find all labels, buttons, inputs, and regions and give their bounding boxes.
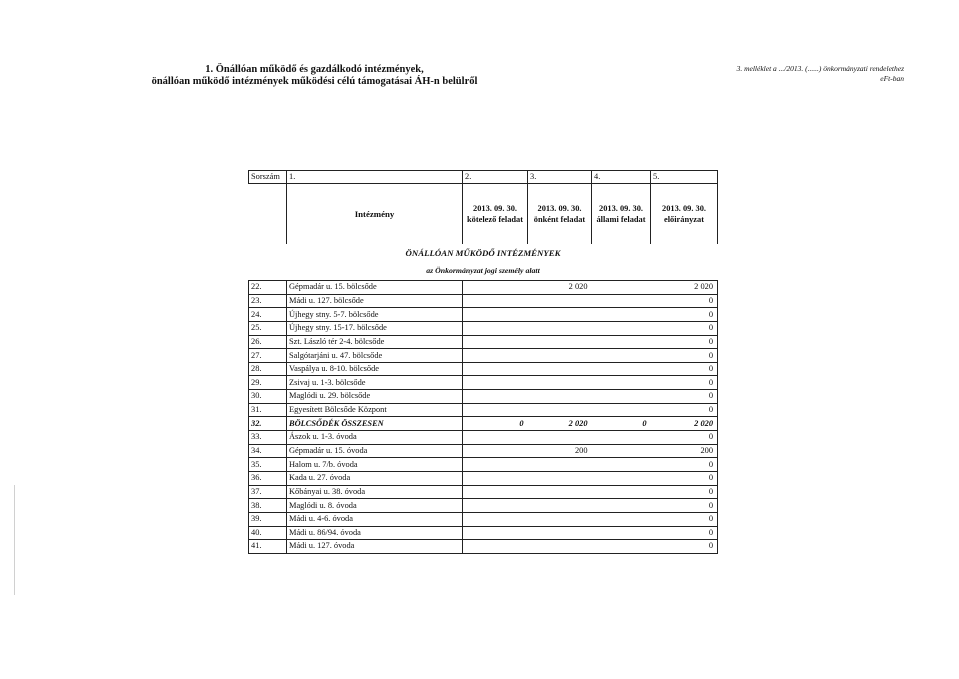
row-eloiranyzat-value: 0 — [651, 308, 718, 322]
row-onkent-value — [528, 335, 592, 349]
table-row — [249, 321, 718, 335]
row-number: 33. — [249, 431, 287, 445]
row-allami-value: 0 — [592, 417, 651, 431]
row-onkent-value — [528, 431, 592, 445]
row-kotelezo-value — [463, 321, 528, 335]
row-allami-value — [592, 458, 651, 472]
row-allami-value — [592, 499, 651, 513]
row-allami-value — [592, 281, 651, 295]
row-eloiranyzat-value: 0 — [651, 458, 718, 472]
row-number: 39. — [249, 512, 287, 526]
row-kotelezo-value — [463, 512, 528, 526]
scan-margin-line — [14, 485, 15, 595]
table-row — [249, 471, 718, 485]
budget-table — [248, 170, 718, 554]
row-institution-name: Gépmadár u. 15. bölcsőde — [287, 281, 463, 295]
row-kotelezo-value — [463, 376, 528, 390]
table-row — [249, 376, 718, 390]
header-blank — [249, 184, 287, 245]
row-number: 37. — [249, 485, 287, 499]
row-onkent-value — [528, 458, 592, 472]
title-line-1: 1. Önállóan működő és gazdálkodó intézmények, — [205, 64, 424, 75]
row-number: 30. — [249, 390, 287, 404]
row-allami-value — [592, 526, 651, 540]
row-institution-name: Halom u. 7/b. óvoda — [287, 458, 463, 472]
row-institution-name: Zsivaj u. 1-3. bölcsőde — [287, 376, 463, 390]
row-onkent-value — [528, 390, 592, 404]
row-eloiranyzat-value: 0 — [651, 540, 718, 554]
row-number: 38. — [249, 499, 287, 513]
row-onkent-value — [528, 308, 592, 322]
row-onkent-value: 2 020 — [528, 417, 592, 431]
row-kotelezo-value — [463, 390, 528, 404]
row-onkent-value — [528, 349, 592, 363]
row-allami-value — [592, 485, 651, 499]
row-number: 25. — [249, 321, 287, 335]
row-eloiranyzat-value: 0 — [651, 485, 718, 499]
row-eloiranyzat-value: 0 — [651, 471, 718, 485]
row-kotelezo-value — [463, 444, 528, 458]
row-institution-name: Gépmadár u. 15. óvoda — [287, 444, 463, 458]
row-eloiranyzat-value: 200 — [651, 444, 718, 458]
row-number: 24. — [249, 308, 287, 322]
column-number-4: 4. — [592, 171, 651, 184]
row-number: 41. — [249, 540, 287, 554]
row-eloiranyzat-value: 0 — [651, 526, 718, 540]
row-allami-value — [592, 349, 651, 363]
row-number: 34. — [249, 444, 287, 458]
column-header-row — [249, 184, 718, 245]
row-allami-value — [592, 403, 651, 417]
row-institution-name: Szt. László tér 2-4. bölcsőde — [287, 335, 463, 349]
header-kotelezo: 2013. 09. 30. kötelező feladat — [463, 184, 528, 245]
row-kotelezo-value — [463, 526, 528, 540]
row-allami-value — [592, 444, 651, 458]
row-institution-name: Újhegy stny. 15-17. bölcsőde — [287, 321, 463, 335]
column-number-row — [249, 171, 718, 184]
row-eloiranyzat-value: 0 — [651, 376, 718, 390]
table-row — [249, 281, 718, 295]
row-number: 32. — [249, 417, 287, 431]
row-allami-value — [592, 540, 651, 554]
table-row — [249, 349, 718, 363]
section-title: ÖNÁLLÓAN MŰKÖDŐ INTÉZMÉNYEK — [405, 248, 561, 258]
header-allami: 2013. 09. 30. állami feladat — [592, 184, 651, 245]
header-eloiranyzat: 2013. 09. 30. előirányzat — [651, 184, 718, 245]
reference-line-2: eFt-ban — [880, 74, 904, 83]
table-row — [249, 362, 718, 376]
column-number-1: 1. — [287, 171, 463, 184]
row-onkent-value — [528, 499, 592, 513]
row-institution-name: Maglódi u. 8. óvoda — [287, 499, 463, 513]
row-allami-value — [592, 335, 651, 349]
table-row — [249, 499, 718, 513]
table-row — [249, 417, 718, 431]
row-onkent-value: 2 020 — [528, 281, 592, 295]
table-row — [249, 403, 718, 417]
row-institution-name: Mádi u. 127. bölcsőde — [287, 294, 463, 308]
table-row — [249, 512, 718, 526]
row-onkent-value: 200 — [528, 444, 592, 458]
row-allami-value — [592, 512, 651, 526]
table-row — [249, 526, 718, 540]
row-onkent-value — [528, 294, 592, 308]
row-number: 22. — [249, 281, 287, 295]
row-institution-name: Maglódi u. 29. bölcsőde — [287, 390, 463, 404]
row-number: 29. — [249, 376, 287, 390]
row-kotelezo-value — [463, 485, 528, 499]
row-eloiranyzat-value: 0 — [651, 499, 718, 513]
row-kotelezo-value — [463, 471, 528, 485]
row-eloiranyzat-value: 0 — [651, 431, 718, 445]
row-allami-value — [592, 321, 651, 335]
row-number: 28. — [249, 362, 287, 376]
row-eloiranyzat-value: 0 — [651, 390, 718, 404]
reference-line-1: 3. melléklet a .../2013. (......) önkormányzati rendelethez — [736, 64, 904, 73]
row-eloiranyzat-value: 0 — [651, 512, 718, 526]
table-row — [249, 308, 718, 322]
header-onkent: 2013. 09. 30. önként feladat — [528, 184, 592, 245]
row-institution-name: Mádi u. 4-6. óvoda — [287, 512, 463, 526]
row-onkent-value — [528, 485, 592, 499]
column-number-5: 5. — [651, 171, 718, 184]
row-eloiranyzat-value: 0 — [651, 362, 718, 376]
row-eloiranyzat-value: 0 — [651, 321, 718, 335]
row-allami-value — [592, 471, 651, 485]
section-subtitle-row — [249, 262, 718, 281]
row-kotelezo-value — [463, 335, 528, 349]
row-kotelezo-value: 0 — [463, 417, 528, 431]
row-institution-name: Egyesített Bölcsőde Központ — [287, 403, 463, 417]
row-kotelezo-value — [463, 403, 528, 417]
table-row — [249, 390, 718, 404]
column-number-3: 3. — [528, 171, 592, 184]
row-number: 35. — [249, 458, 287, 472]
row-allami-value — [592, 294, 651, 308]
row-onkent-value — [528, 526, 592, 540]
table-row — [249, 458, 718, 472]
row-onkent-value — [528, 376, 592, 390]
table-row — [249, 294, 718, 308]
row-institution-name: Kőbányai u. 38. óvoda — [287, 485, 463, 499]
row-institution-name: Mádi u. 127. óvoda — [287, 540, 463, 554]
row-eloiranyzat-value: 2 020 — [651, 281, 718, 295]
row-onkent-value — [528, 512, 592, 526]
sorszam-header: Sorszám — [249, 171, 287, 184]
row-eloiranyzat-value: 0 — [651, 349, 718, 363]
table-row — [249, 335, 718, 349]
row-kotelezo-value — [463, 499, 528, 513]
document-reference — [737, 64, 904, 84]
title-line-2: önállóan működő intézmények működési célú támogatásai ÁH-n belülről — [151, 76, 478, 87]
row-eloiranyzat-value: 2 020 — [651, 417, 718, 431]
row-institution-name: Mádi u. 86/94. óvoda — [287, 526, 463, 540]
row-allami-value — [592, 308, 651, 322]
row-number: 27. — [249, 349, 287, 363]
table-row — [249, 444, 718, 458]
row-kotelezo-value — [463, 362, 528, 376]
table-row — [249, 540, 718, 554]
row-kotelezo-value — [463, 349, 528, 363]
row-institution-name: Újhegy stny. 5-7. bölcsőde — [287, 308, 463, 322]
row-eloiranyzat-value: 0 — [651, 294, 718, 308]
row-allami-value — [592, 362, 651, 376]
row-allami-value — [592, 376, 651, 390]
section-title-row — [249, 244, 718, 262]
row-onkent-value — [528, 362, 592, 376]
row-onkent-value — [528, 471, 592, 485]
row-number: 40. — [249, 526, 287, 540]
row-kotelezo-value — [463, 458, 528, 472]
header-intezmeny: Intézmény — [287, 184, 463, 245]
row-allami-value — [592, 431, 651, 445]
row-onkent-value — [528, 540, 592, 554]
table-row — [249, 485, 718, 499]
row-eloiranyzat-value: 0 — [651, 403, 718, 417]
row-institution-name: BÖLCSŐDÉK ÖSSZESEN — [287, 417, 463, 431]
row-onkent-value — [528, 403, 592, 417]
row-kotelezo-value — [463, 294, 528, 308]
row-number: 26. — [249, 335, 287, 349]
table-row — [249, 431, 718, 445]
row-kotelezo-value — [463, 308, 528, 322]
row-number: 23. — [249, 294, 287, 308]
row-institution-name: Kada u. 27. óvoda — [287, 471, 463, 485]
row-institution-name: Salgótarjáni u. 47. bölcsőde — [287, 349, 463, 363]
row-institution-name: Vaspálya u. 8-10. bölcsőde — [287, 362, 463, 376]
column-number-2: 2. — [463, 171, 528, 184]
row-kotelezo-value — [463, 540, 528, 554]
section-subtitle: az Önkormányzat jogi személy alatt — [426, 266, 540, 275]
row-allami-value — [592, 390, 651, 404]
row-kotelezo-value — [463, 431, 528, 445]
row-kotelezo-value — [463, 281, 528, 295]
row-number: 31. — [249, 403, 287, 417]
row-number: 36. — [249, 471, 287, 485]
row-institution-name: Ászok u. 1-3. óvoda — [287, 431, 463, 445]
row-onkent-value — [528, 321, 592, 335]
row-eloiranyzat-value: 0 — [651, 335, 718, 349]
